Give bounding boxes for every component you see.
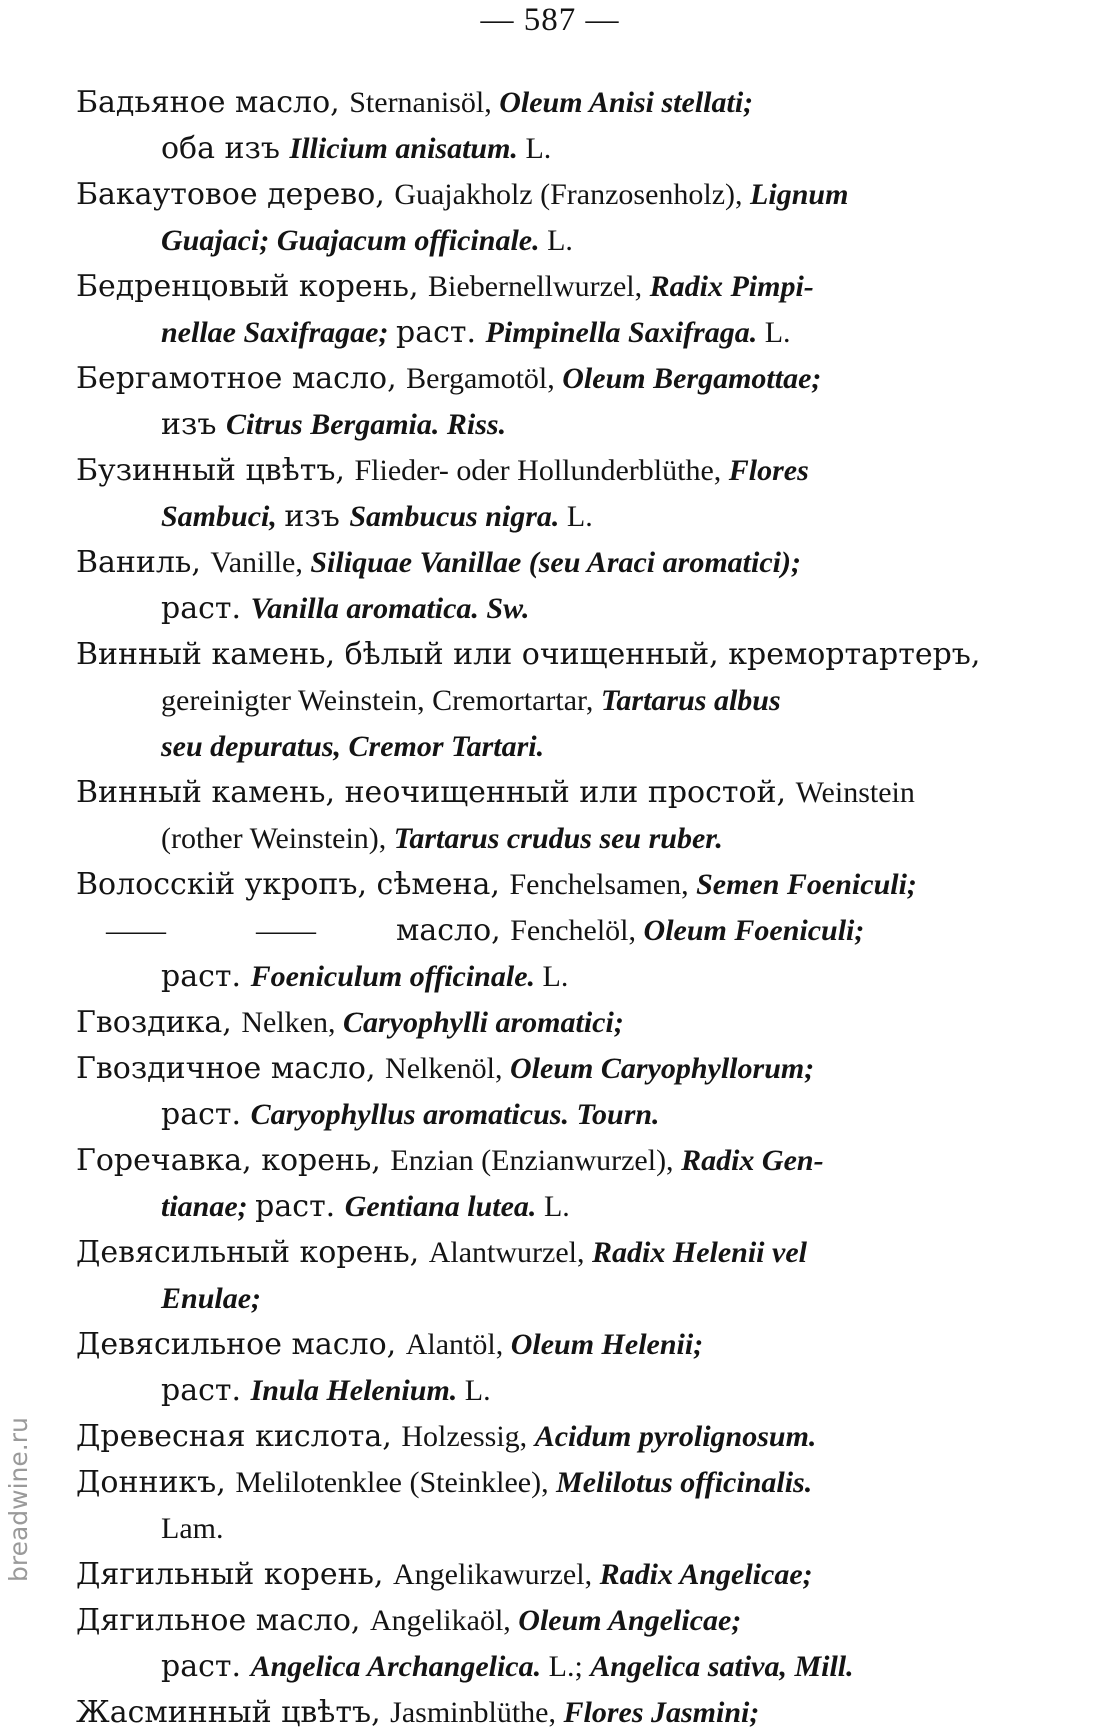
author-abbr: L. [547, 224, 573, 257]
latin-term: Oleum Helenii; [510, 1328, 704, 1361]
latin-term: seu depuratus, Cremor Tartari. [161, 730, 545, 763]
entry-line [76, 448, 1036, 494]
entry-line [76, 80, 1036, 126]
latin-term: Citrus Bergamia. Riss. [225, 408, 507, 441]
entry-line [76, 816, 1036, 862]
entry-line [76, 770, 1036, 816]
entry-pimpinella-root [76, 264, 1036, 356]
german-term: Sternanisöl, [349, 86, 500, 119]
entry-line [76, 1230, 1036, 1276]
latin-term: Oleum Bergamottae; [562, 362, 822, 395]
latin-term: Illicium anisatum. [289, 132, 526, 165]
entry-line [76, 494, 1036, 540]
latin-term: Radix Gen- [681, 1144, 824, 1177]
latin-term: Siliquae Vanillae (seu Araci aromatici); [310, 546, 801, 579]
german-term: Bergamotöl, [406, 362, 563, 395]
latin-term: Tartarus crudus seu ruber. [393, 822, 723, 855]
entry-fennel [76, 862, 1036, 1000]
latin-term: Sambucus nigra. [349, 500, 567, 533]
author-abbr: L. [543, 1190, 570, 1223]
entry-line [76, 356, 1036, 402]
russian-text: оба изъ [161, 131, 290, 166]
latin-term: Gentiana lutea. [344, 1190, 544, 1223]
german-term: gereinigter Weinstein, Cremortartar, [161, 684, 601, 717]
russian-term: Девясильное масло, [76, 1327, 406, 1362]
russian-text: раст. [161, 1097, 251, 1132]
russian-term: Гвоздика, [76, 1005, 242, 1040]
entry-line [76, 724, 1036, 770]
entry-line [76, 1552, 1036, 1598]
entry-line [76, 1138, 1036, 1184]
russian-term: Девясильный корень, [76, 1235, 429, 1270]
german-term: Melilotenklee (Steinklee), [235, 1466, 557, 1499]
latin-term: Vanilla aromatica. Sw. [250, 592, 530, 625]
latin-term: Guajaci; Guajacum officinale. [161, 224, 548, 257]
entry-line [76, 632, 1036, 678]
entry-line [76, 310, 1036, 356]
entry-line [76, 264, 1036, 310]
entry-angelica-root [76, 1552, 1036, 1598]
russian-text: раст. [161, 1649, 251, 1684]
german-term: Biebernellwurzel, [428, 270, 650, 303]
entry-line [76, 1690, 1036, 1736]
entry-vanilla [76, 540, 1036, 632]
latin-term: Caryophyllus aromaticus. Tourn. [250, 1098, 660, 1131]
entry-line [76, 1644, 1036, 1690]
russian-term: Бакаутовое дерево, [76, 177, 395, 212]
russian-term: Винный камень, неочищенный или простой, [76, 775, 796, 810]
entry-line [76, 908, 1036, 954]
german-term: Nelken, [241, 1006, 343, 1039]
entry-line [76, 1460, 1036, 1506]
entry-line [76, 1598, 1036, 1644]
latin-term: Flores Jasmini; [563, 1696, 760, 1729]
german-term: Enzian (Enzianwurzel), [390, 1144, 682, 1177]
german-term: Weinstein [795, 776, 915, 809]
german-term: Fenchelöl, [510, 914, 644, 947]
russian-term: Бергамотное масло, [76, 361, 407, 396]
entry-line [76, 1414, 1036, 1460]
author-abbr: L. [464, 1374, 491, 1407]
entry-line [76, 862, 1036, 908]
author-abbr: L. [542, 960, 569, 993]
latin-term: Oleum Angelicae; [518, 1604, 742, 1637]
german-term: Holzessig, [401, 1420, 535, 1453]
entry-line [76, 1046, 1036, 1092]
ditto-dash: —— [256, 914, 316, 947]
entry-line [76, 954, 1036, 1000]
german-term: Alantöl, [405, 1328, 511, 1361]
german-term: Fenchelsamen, [509, 868, 697, 901]
latin-term: Semen Foeniculi; [696, 868, 917, 901]
latin-term: Radix Helenii vel [592, 1236, 807, 1269]
latin-term: Radix Pimpi- [649, 270, 814, 303]
russian-text: раст. [395, 315, 486, 350]
russian-term: Древесная кислота, [76, 1419, 402, 1454]
author-abbr: L. [525, 132, 552, 165]
entry-line [76, 540, 1036, 586]
entry-line [76, 1506, 1036, 1552]
entry-clove-oil [76, 1046, 1036, 1138]
russian-text: изъ [161, 407, 226, 442]
latin-term: Acidum pyrolignosum. [534, 1420, 817, 1453]
entry-gentian [76, 1138, 1036, 1230]
page-number: — 587 — [480, 2, 620, 38]
entry-line [76, 126, 1036, 172]
russian-text: раст. [161, 959, 251, 994]
latin-term: Melilotus officinalis. [556, 1466, 813, 1499]
entries-list [76, 80, 1036, 1736]
russian-text: масло, [396, 913, 511, 948]
russian-term: Бузинный цвѣтъ, [76, 453, 355, 488]
latin-term: Caryophylli aromatici; [343, 1006, 624, 1039]
entry-wood-vinegar [76, 1414, 1036, 1460]
entry-line [76, 1092, 1036, 1138]
latin-term: Angelica sativa, Mill. [590, 1650, 854, 1683]
german-term: Flieder- oder Hollunderblüthe, [354, 454, 729, 487]
russian-term: Волосскій укропъ, сѣмена, [76, 867, 510, 902]
entry-cloves [76, 1000, 1036, 1046]
entry-jasmine-flower [76, 1690, 1036, 1736]
latin-term: Enulae; [161, 1282, 262, 1315]
entry-line [76, 172, 1036, 218]
latin-term: Sambuci, [161, 500, 285, 533]
russian-term: Дягильный корень, [76, 1557, 393, 1592]
entry-elecampane-root [76, 1230, 1036, 1322]
russian-text: раст. [161, 1373, 251, 1408]
latin-term: tianae; [161, 1190, 256, 1223]
watermark: breadwine.ru [4, 1417, 33, 1583]
russian-term: Винный камень, бѣлый или очищенный, кремортартеръ, [76, 637, 981, 672]
entry-tartar-crude [76, 770, 1036, 862]
german-term: Alantwurzel, [428, 1236, 593, 1269]
russian-term: Бедренцовый корень, [76, 269, 429, 304]
russian-term: Гвоздичное масло, [76, 1051, 386, 1086]
russian-term: Дягильное масло, [76, 1603, 370, 1638]
russian-term: Донникъ, [76, 1465, 236, 1500]
entry-line [76, 1000, 1036, 1046]
russian-text: изъ [284, 499, 350, 534]
entry-line [76, 1276, 1036, 1322]
russian-text: раст. [161, 591, 251, 626]
latin-term: Oleum Anisi stellati; [499, 86, 754, 119]
latin-term: Oleum Caryophyllorum; [510, 1052, 815, 1085]
author-abbr: L.; [548, 1650, 591, 1683]
russian-term: Бадьяное масло, [76, 85, 350, 120]
german-term: Vanille, [210, 546, 311, 579]
latin-term: Angelica Archangelica. [250, 1650, 549, 1683]
latin-term: Flores [728, 454, 809, 487]
latin-term: Lignum [750, 178, 849, 211]
entry-elecampane-oil [76, 1322, 1036, 1414]
entry-line [76, 1322, 1036, 1368]
russian-term: Горечавка, корень, [76, 1143, 391, 1178]
author-abbr: L. [566, 500, 593, 533]
russian-text: раст. [255, 1189, 345, 1224]
german-term: (rother Weinstein), [161, 822, 394, 855]
entry-bergamot-oil [76, 356, 1036, 448]
entry-badyan-oil [76, 80, 1036, 172]
entry-elder-flower [76, 448, 1036, 540]
entry-line [76, 402, 1036, 448]
german-term: Nelkenöl, [385, 1052, 511, 1085]
entry-angelica-oil [76, 1598, 1036, 1690]
author-abbr: Lam. [161, 1512, 224, 1545]
entry-line [76, 218, 1036, 264]
entry-line [76, 678, 1036, 724]
german-term: Guajakholz (Franzosenholz), [394, 178, 751, 211]
entry-tartar-white [76, 632, 1036, 770]
entry-melilot [76, 1460, 1036, 1552]
latin-term: Pimpinella Saxifraga. [485, 316, 765, 349]
german-term: Angelikawurzel, [393, 1558, 600, 1591]
german-term: Jasminblüthe, [390, 1696, 564, 1729]
entry-line [76, 1368, 1036, 1414]
latin-term: Radix Angelicae; [599, 1558, 813, 1591]
russian-term: Жасминный цвѣтъ, [76, 1695, 391, 1730]
latin-term: Oleum Foeniculi; [643, 914, 865, 947]
latin-term: Inula Helenium. [250, 1374, 465, 1407]
ditto-dash: —— [106, 914, 166, 947]
german-term: Angelikaöl, [369, 1604, 519, 1637]
latin-term: nellae Saxifragae; [161, 316, 396, 349]
latin-term: Tartarus albus [600, 684, 781, 717]
entry-line [76, 1184, 1036, 1230]
author-abbr: L. [764, 316, 791, 349]
latin-term: Foeniculum officinale. [250, 960, 543, 993]
entry-line [76, 586, 1036, 632]
entry-guaiac-wood [76, 172, 1036, 264]
russian-term: Ваниль, [76, 545, 211, 580]
